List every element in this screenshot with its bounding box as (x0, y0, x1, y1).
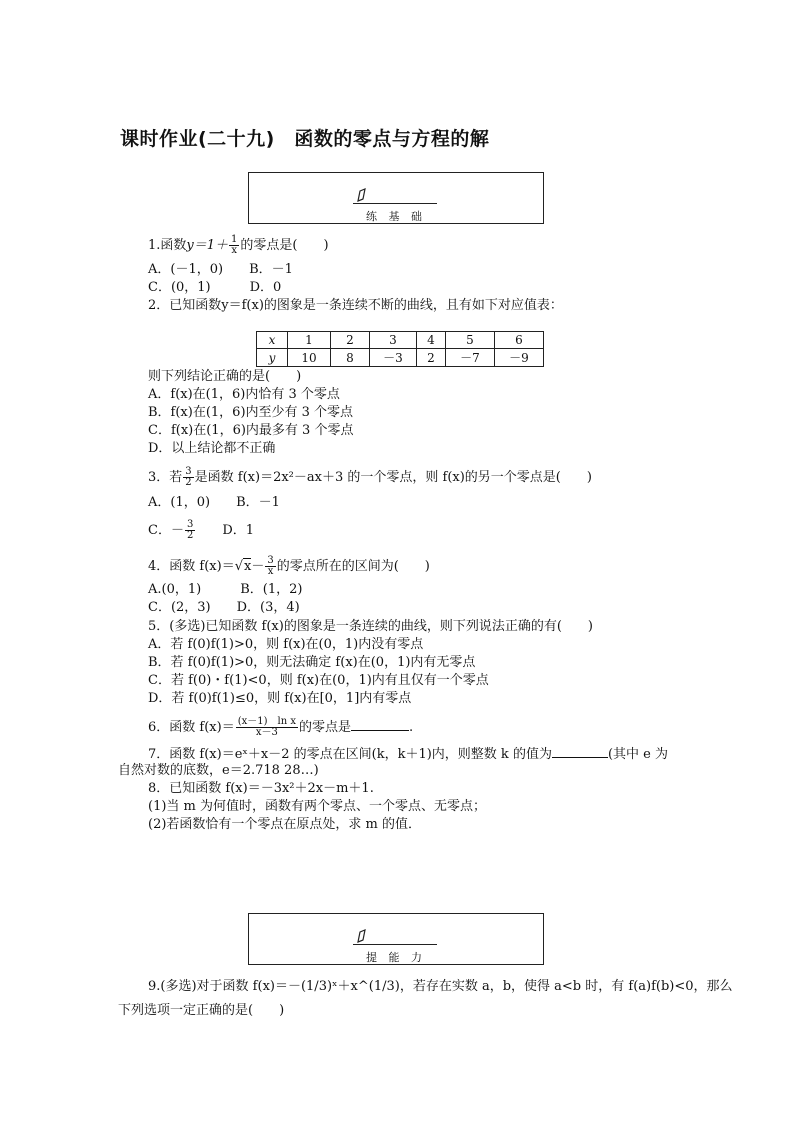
question-8-part-1: (1)当 m 为何值时，函数有两个零点、一个零点、无零点； (148, 799, 487, 814)
question-2-option-b: B．f(x)在(1，6)内至少有 3 个零点 (148, 405, 354, 420)
question-3-stem: 3．若 $\frac{3}{2}$ 是函数 f(x)＝2x²－ax＋3 的一个零点，则 f(x)的另一个零点是( ) (148, 466, 592, 488)
pencil-icon (355, 928, 371, 944)
table-cell: －3 (370, 349, 417, 367)
section-label: 提 能 力 (366, 951, 426, 964)
table-row-y (257, 349, 544, 367)
question-4-options-cd: C．(2，3) D．(3，4) (148, 600, 300, 615)
table-cell: 10 (288, 349, 331, 367)
question-6-stem: 6．函数 f(x)＝ $\frac{\text{(x－1) ln x}}{x-3}$ 的零点是 . (148, 716, 414, 738)
question-3-options-cd: C．－ $\frac{3}{2}$ D．1 (148, 519, 255, 541)
section-header-basic (248, 172, 544, 224)
fraction: $\frac{3}{2}$ (185, 466, 192, 488)
table-cell: 2 (417, 349, 446, 367)
section-label: 练 基 础 (366, 210, 426, 223)
question-5-stem: 5．(多选)已知函数 f(x)的图象是一条连续的曲线，则下列说法正确的有( ) (148, 619, 593, 634)
question-5-option-b: B．若 f(0)f(1)>0，则无法确定 f(x)在(0，1)内有无零点 (148, 655, 476, 670)
question-2-stem: 2．已知函数y＝f(x)的图象是一条连续不断的曲线，且有如下对应值表： (148, 298, 563, 313)
page-title: 课时作业(二十九) 函数的零点与方程的解 (120, 128, 490, 150)
table-header-x: x (257, 332, 288, 349)
question-4-stem: 4．函数 f(x)＝√x－ $\frac{3}{x}$ 的零点所在的区间为( ) (148, 555, 430, 577)
table-cell: 8 (331, 349, 370, 367)
question-3-options-ab: A．(1，0) B．－1 (148, 495, 280, 510)
table-row-x (257, 332, 544, 349)
fraction: $\frac{3}{x}$ (267, 555, 274, 577)
table-cell: 4 (417, 332, 446, 349)
question-4-options-ab: A.(0，1) B．(1，2) (148, 582, 303, 597)
question-8-part-2: (2)若函数恰有一个零点在原点处，求 m 的值． (148, 817, 422, 832)
pencil-icon (355, 187, 371, 203)
question-2-option-c: C．f(x)在(1，6)内最多有 3 个零点 (148, 423, 354, 438)
question-5-option-a: A．若 f(0)f(1)>0，则 f(x)在(0，1)内没有零点 (148, 637, 424, 652)
question-2-option-a: A．f(x)在(1，6)内恰有 3 个零点 (148, 387, 340, 402)
section-rule (353, 203, 437, 204)
question-1-options-cd: C．(0，1) D．0 (148, 280, 282, 295)
table-cell: 3 (370, 332, 417, 349)
section-header-advanced (248, 913, 544, 965)
table-cell: 5 (446, 332, 495, 349)
question-5-option-d: D．若 f(0)f(1)≤0，则 f(x)在[0，1]内有零点 (148, 691, 412, 706)
answer-blank[interactable] (351, 718, 409, 731)
fraction: $\frac{\text{(x－1) ln x}}{x-3}$ (237, 716, 296, 738)
table-header-y: y (257, 349, 288, 367)
question-9-line-2: 下列选项一定正确的是( ) (118, 1003, 285, 1018)
question-7-line-1: 7．函数 f(x)＝eˣ＋x－2 的零点在区间(k，k＋1)内，则整数 k 的值为 (其中 e 为 (148, 747, 668, 762)
fraction: $\frac{3}{2}$ (186, 519, 194, 541)
question-1-stem: 1.函数y＝1＋ $\frac{1}{x}$ 的零点是( ) (148, 234, 329, 256)
fraction: $\frac{1}{x}$ (231, 234, 238, 256)
question-7-line-2: 自然对数的底数，e＝2.718 28…) (118, 763, 319, 778)
table-cell: －7 (446, 349, 495, 367)
table-cell: 2 (331, 332, 370, 349)
section-rule (353, 944, 437, 945)
answer-blank[interactable] (552, 745, 608, 758)
question-2-ask: 则下列结论正确的是( ) (148, 369, 302, 384)
question-8-stem: 8．已知函数 f(x)＝－3x²＋2x－m＋1. (148, 781, 374, 796)
value-table (256, 331, 544, 367)
question-9-line-1: 9.(多选)对于函数 f(x)＝－(1/3)ˣ＋x^(1/3)，若存在实数 a，b，使得 a<b 时，有 f(a)f(b)<0，那么 (148, 979, 733, 994)
table-cell: 6 (495, 332, 544, 349)
table-cell: －9 (495, 349, 544, 367)
question-2-option-d: D．以上结论都不正确 (148, 441, 276, 456)
question-1-options-ab: A．(－1，0) B．－1 (148, 262, 293, 277)
table-cell: 1 (288, 332, 331, 349)
question-5-option-c: C．若 f(0)・f(1)<0，则 f(x)在(0，1)内有且仅有一个零点 (148, 673, 489, 688)
